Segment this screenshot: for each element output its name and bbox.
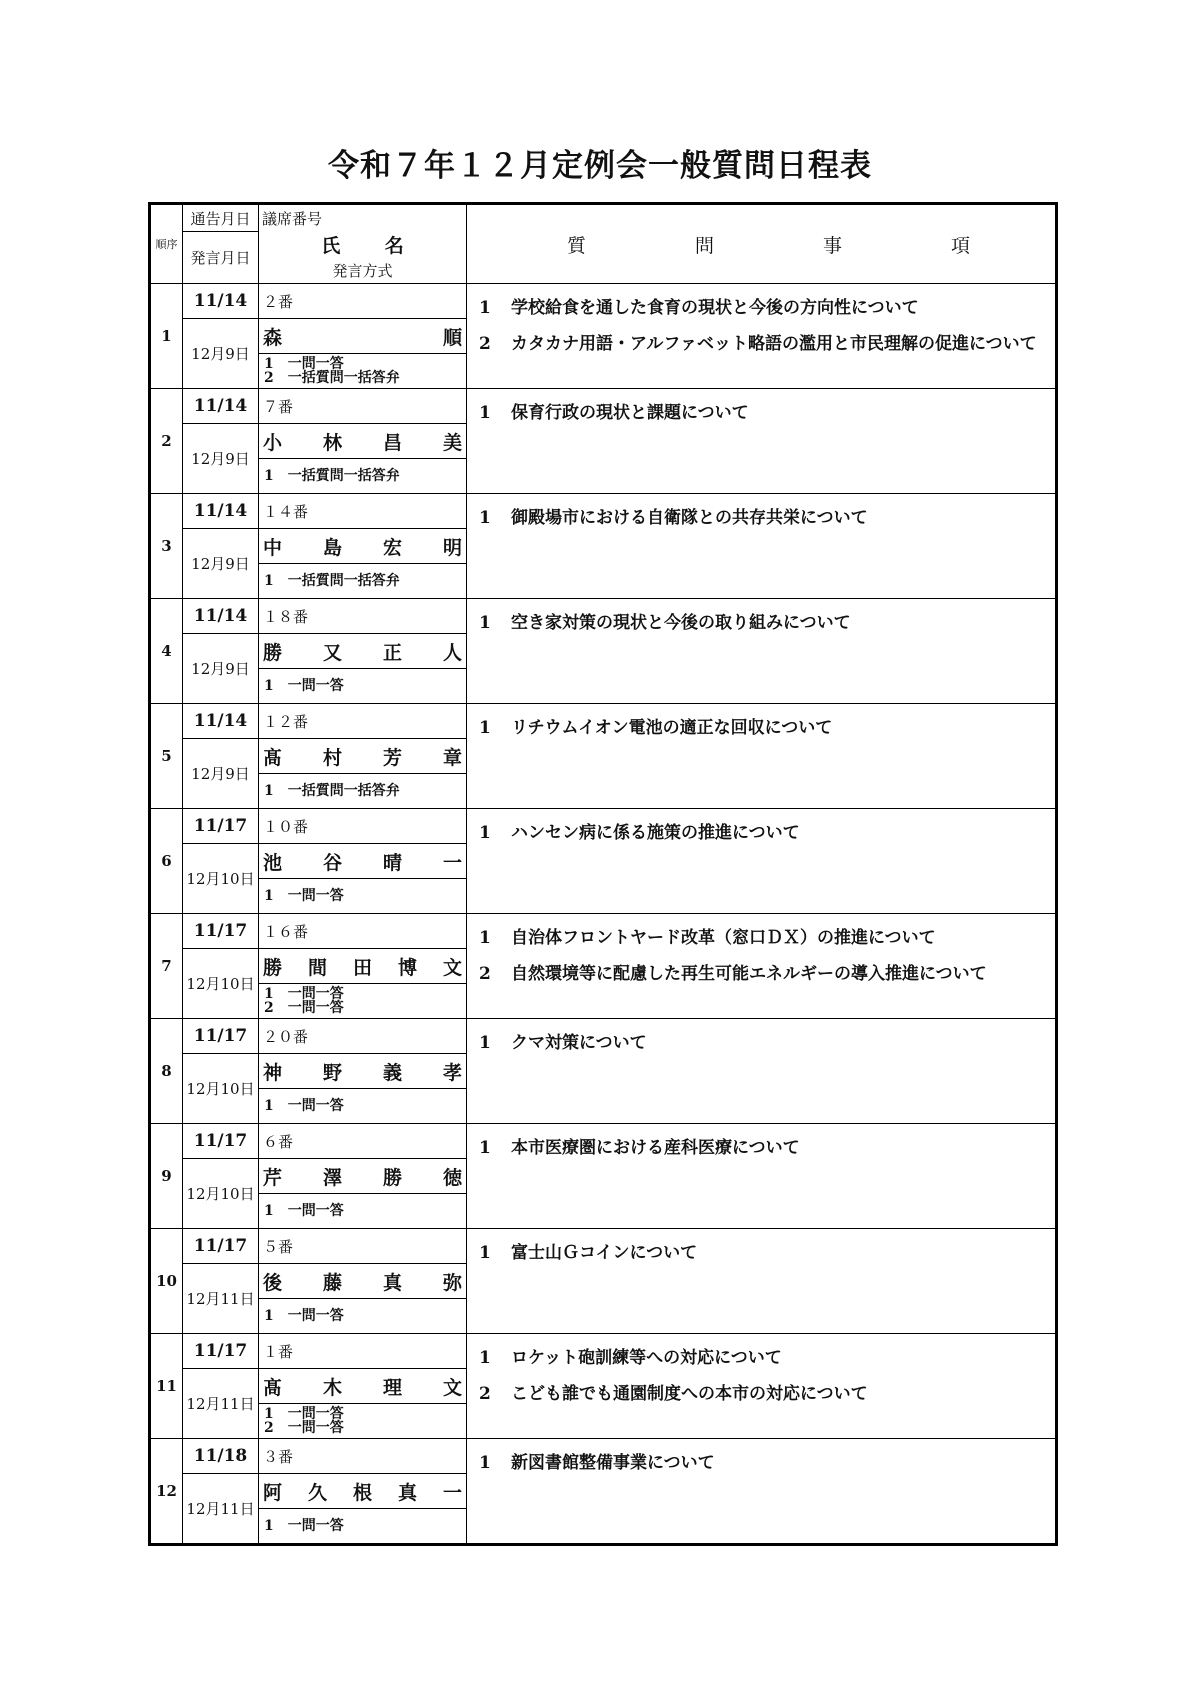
- speech-date: 12月11日: [183, 1369, 259, 1439]
- header-notice-date: 通告月日: [183, 204, 259, 232]
- seat-number: ２番: [259, 284, 467, 319]
- header-subject: [467, 204, 1057, 284]
- schedule-row: [150, 704, 1057, 739]
- seat-number: ６番: [259, 1124, 467, 1159]
- schedule-row: [150, 494, 1057, 529]
- method-item: 2 一括質問一括答弁: [264, 370, 400, 386]
- name-char: 順: [442, 326, 462, 349]
- header-subject-title: [467, 231, 1055, 258]
- topic-number: 1: [479, 298, 491, 318]
- schedule-row: [150, 809, 1057, 844]
- speech-date: 12月10日: [183, 1159, 259, 1229]
- name-char: 澤: [322, 1166, 342, 1189]
- speaker-name: [259, 1054, 467, 1089]
- speaker-name-chars: [263, 533, 462, 560]
- speaker-name-chars: [263, 1268, 462, 1295]
- speech-method: [259, 1509, 467, 1545]
- schedule-table: [148, 202, 1058, 1546]
- name-char: 根: [352, 1481, 372, 1504]
- name-char: 真: [382, 1271, 402, 1294]
- seat-number: ２０番: [259, 1019, 467, 1054]
- header-subject-char: 事: [822, 234, 842, 257]
- speaker-name: [259, 319, 467, 354]
- row-seq: 9: [150, 1124, 183, 1229]
- topic-item: [479, 1130, 1051, 1166]
- speaker-name: [259, 949, 467, 984]
- topic-item: [479, 1235, 1051, 1271]
- question-subjects: [467, 284, 1057, 389]
- schedule-row: [150, 599, 1057, 634]
- name-char: 芹: [263, 1166, 283, 1189]
- speaker-name: [259, 1264, 467, 1299]
- name-char: 徳: [442, 1166, 462, 1189]
- topic-text: 御殿場市における自衛隊との共存共栄について: [511, 508, 868, 528]
- header-subject-char: 質: [567, 234, 587, 257]
- question-subjects: [467, 1019, 1057, 1124]
- speech-date: 12月10日: [183, 949, 259, 1019]
- speaker-name-chars: [263, 638, 462, 665]
- speaker-name-chars: [263, 428, 462, 455]
- name-char: 博: [397, 956, 417, 979]
- header-name-char: 氏: [321, 235, 341, 257]
- header-speech-date: 発言月日: [183, 232, 259, 284]
- speaker-name-chars: [263, 1373, 462, 1400]
- speaker-name-chars: [263, 743, 462, 770]
- topic-text: ハンセン病に係る施策の推進について: [511, 823, 800, 843]
- name-char: 芳: [382, 746, 402, 769]
- notice-date: 11/17: [183, 1019, 259, 1054]
- method-item: 2 一問一答: [264, 1420, 344, 1436]
- topic-text: 空き家対策の現状と今後の取り組みについて: [511, 613, 851, 633]
- seat-number: ５番: [259, 1229, 467, 1264]
- question-subjects: [467, 809, 1057, 914]
- schedule-row: [150, 1229, 1057, 1264]
- speech-method: [259, 879, 467, 914]
- question-subjects: [467, 389, 1057, 494]
- name-char: 森: [263, 326, 283, 349]
- topic-text: 本市医療圏における産科医療について: [511, 1138, 800, 1158]
- notice-date: 11/17: [183, 1124, 259, 1159]
- speaker-name: [259, 529, 467, 564]
- name-char: 義: [382, 1061, 402, 1084]
- seat-number: １０番: [259, 809, 467, 844]
- name-char: 人: [442, 641, 462, 664]
- row-seq: 11: [150, 1334, 183, 1439]
- notice-date: 11/14: [183, 704, 259, 739]
- name-char: 小: [263, 431, 283, 454]
- schedule-row: [150, 1124, 1057, 1159]
- speech-date: 12月10日: [183, 1054, 259, 1124]
- question-subjects: [467, 1229, 1057, 1334]
- topic-item: [479, 920, 1051, 956]
- topic-text: 学校給食を通した食育の現状と今後の方向性について: [511, 298, 919, 318]
- topic-item: [479, 605, 1051, 641]
- topic-number: 1: [479, 1243, 491, 1263]
- topic-item: [479, 1340, 1051, 1376]
- topic-item: [479, 1445, 1051, 1481]
- seat-number: １６番: [259, 914, 467, 949]
- seat-number: １４番: [259, 494, 467, 529]
- notice-date: 11/17: [183, 914, 259, 949]
- topic-text: リチウムイオン電池の適正な回収について: [511, 718, 833, 738]
- name-char: 弥: [442, 1271, 462, 1294]
- name-char: 阿: [263, 1481, 283, 1504]
- speech-date: 12月11日: [183, 1264, 259, 1334]
- topic-number: 1: [479, 718, 491, 738]
- header-name-char: 名: [384, 235, 404, 257]
- row-seq: 3: [150, 494, 183, 599]
- header-seat: 議席番号: [262, 210, 323, 228]
- name-char: 村: [322, 746, 342, 769]
- speech-method: [259, 564, 467, 599]
- schedule-row: [150, 389, 1057, 424]
- notice-date: 11/14: [183, 599, 259, 634]
- notice-date: 11/17: [183, 1334, 259, 1369]
- header-subject-char: 項: [950, 234, 970, 257]
- topic-text: 自然環境等に配慮した再生可能エネルギーの導入推進について: [511, 964, 987, 984]
- row-seq: 2: [150, 389, 183, 494]
- notice-date: 11/14: [183, 284, 259, 319]
- topic-item: [479, 395, 1051, 431]
- speech-method: [259, 774, 467, 809]
- name-char: 後: [263, 1271, 283, 1294]
- method-item: 1 一問一答: [264, 1203, 344, 1219]
- speaker-name: [259, 739, 467, 774]
- topic-number: 2: [479, 964, 491, 984]
- topic-item: [479, 1025, 1051, 1061]
- name-char: 神: [263, 1061, 283, 1084]
- name-char: 明: [442, 536, 462, 559]
- name-char: 池: [263, 851, 283, 874]
- question-subjects: [467, 1334, 1057, 1439]
- question-subjects: [467, 1439, 1057, 1545]
- topic-text: 新図書館整備事業について: [511, 1453, 715, 1473]
- name-char: 勝: [263, 956, 283, 979]
- notice-date: 11/17: [183, 809, 259, 844]
- speech-method: [259, 1089, 467, 1124]
- seat-number: ３番: [259, 1439, 467, 1474]
- topic-item: [479, 290, 1051, 326]
- name-char: 文: [442, 956, 462, 979]
- topic-text: こども誰でも通園制度への本市の対応について: [511, 1384, 868, 1404]
- header-seq: 順序: [150, 204, 183, 284]
- method-item: 1 一括質問一括答弁: [264, 573, 400, 589]
- name-char: 勝: [263, 641, 283, 664]
- speaker-name: [259, 634, 467, 669]
- method-item: 1 一問一答: [264, 888, 344, 904]
- notice-date: 11/14: [183, 389, 259, 424]
- speech-date: 12月9日: [183, 529, 259, 599]
- name-char: 宏: [382, 536, 402, 559]
- speaker-name-chars: [263, 953, 462, 980]
- notice-date: 11/17: [183, 1229, 259, 1264]
- speaker-name-chars: [263, 323, 462, 350]
- seat-number: ７番: [259, 389, 467, 424]
- name-char: 林: [322, 431, 342, 454]
- name-char: 一: [442, 851, 462, 874]
- speech-method: [259, 354, 467, 389]
- speech-method: [259, 669, 467, 704]
- name-char: 真: [397, 1481, 417, 1504]
- question-subjects: [467, 704, 1057, 809]
- topic-item: [479, 500, 1051, 536]
- name-char: 昌: [382, 431, 402, 454]
- topic-number: 1: [479, 823, 491, 843]
- name-char: 久: [307, 1481, 327, 1504]
- topic-number: 1: [479, 1138, 491, 1158]
- seat-number: １８番: [259, 599, 467, 634]
- method-item: 2 一問一答: [264, 1000, 344, 1016]
- speech-method: [259, 1404, 467, 1439]
- seat-number: １２番: [259, 704, 467, 739]
- topic-item: [479, 956, 1051, 992]
- schedule-row: [150, 1019, 1057, 1054]
- notice-date: 11/14: [183, 494, 259, 529]
- notice-date: 11/18: [183, 1439, 259, 1474]
- topic-number: 1: [479, 613, 491, 633]
- topic-number: 1: [479, 928, 491, 948]
- speaker-name-chars: [263, 1478, 462, 1505]
- schedule-row: [150, 1439, 1057, 1474]
- topic-number: 2: [479, 1384, 491, 1404]
- topic-text: カタカナ用語・アルファベット略語の濫用と市民理解の促進について: [511, 334, 1037, 354]
- speech-date: 12月11日: [183, 1474, 259, 1545]
- name-char: 髙: [263, 1376, 283, 1399]
- method-item: 1 一括質問一括答弁: [264, 468, 400, 484]
- method-item: 1 一問一答: [264, 678, 344, 694]
- name-char: 正: [382, 641, 402, 664]
- topic-item: [479, 326, 1051, 362]
- name-char: 田: [352, 956, 372, 979]
- name-char: 谷: [322, 851, 342, 874]
- schedule-row: [150, 1334, 1057, 1369]
- name-char: 髙: [263, 746, 283, 769]
- name-char: 晴: [382, 851, 402, 874]
- schedule-row: [150, 914, 1057, 949]
- row-seq: 1: [150, 284, 183, 389]
- name-char: 文: [442, 1376, 462, 1399]
- speech-date: 12月9日: [183, 634, 259, 704]
- speaker-name-chars: [263, 1058, 462, 1085]
- speaker-name: [259, 1474, 467, 1509]
- speaker-name: [259, 424, 467, 459]
- question-subjects: [467, 599, 1057, 704]
- name-char: 野: [322, 1061, 342, 1084]
- speech-date: 12月9日: [183, 424, 259, 494]
- method-item: 1 一問一答: [264, 1098, 344, 1114]
- row-seq: 8: [150, 1019, 183, 1124]
- topic-number: 1: [479, 1453, 491, 1473]
- method-item: 1 一問一答: [264, 1406, 344, 1422]
- header-subject-char: 問: [694, 234, 714, 257]
- name-char: 木: [322, 1376, 342, 1399]
- topic-number: 1: [479, 1348, 491, 1368]
- method-item: 1 一問一答: [264, 1308, 344, 1324]
- topic-number: 2: [479, 334, 491, 354]
- topic-number: 1: [479, 1033, 491, 1053]
- row-seq: 6: [150, 809, 183, 914]
- speaker-name: [259, 1159, 467, 1194]
- header-speaker: [259, 204, 467, 284]
- row-seq: 5: [150, 704, 183, 809]
- speaker-name-chars: [263, 848, 462, 875]
- header-method: 発言方式: [332, 262, 393, 280]
- topic-item: [479, 815, 1051, 851]
- page-title: 令和７年１２月定例会一般質問日程表: [328, 148, 872, 184]
- speech-method: [259, 1194, 467, 1229]
- question-subjects: [467, 494, 1057, 599]
- seat-number: １番: [259, 1334, 467, 1369]
- name-char: 間: [307, 956, 327, 979]
- row-seq: 4: [150, 599, 183, 704]
- name-char: 中: [263, 536, 283, 559]
- speech-date: 12月9日: [183, 739, 259, 809]
- method-item: 1 一括質問一括答弁: [264, 783, 400, 799]
- topic-text: ロケット砲訓練等への対応について: [511, 1348, 782, 1368]
- name-char: 又: [322, 641, 342, 664]
- method-item: 1 一問一答: [264, 986, 344, 1002]
- speaker-name: [259, 1369, 467, 1404]
- row-seq: 12: [150, 1439, 183, 1545]
- topic-text: 富士山Ｇコインについて: [511, 1243, 698, 1263]
- topic-item: [479, 710, 1051, 746]
- speech-date: 12月10日: [183, 844, 259, 914]
- speech-method: [259, 459, 467, 494]
- method-item: 1 一問一答: [264, 356, 344, 372]
- question-subjects: [467, 1124, 1057, 1229]
- name-char: 島: [322, 536, 342, 559]
- question-subjects: [467, 914, 1057, 1019]
- name-char: 藤: [322, 1271, 342, 1294]
- schedule-row: [150, 284, 1057, 319]
- name-char: 勝: [382, 1166, 402, 1189]
- name-char: 理: [382, 1376, 402, 1399]
- topic-text: クマ対策について: [511, 1033, 647, 1053]
- name-char: 孝: [442, 1061, 462, 1084]
- speech-method: [259, 1299, 467, 1334]
- name-char: 一: [442, 1481, 462, 1504]
- header-row: [150, 204, 1057, 232]
- speech-date: 12月9日: [183, 319, 259, 389]
- topic-number: 1: [479, 403, 491, 423]
- method-item: 1 一問一答: [264, 1518, 344, 1534]
- topic-text: 自治体フロントヤード改革（窓口ＤＸ）の推進について: [511, 928, 936, 948]
- name-char: 美: [442, 431, 462, 454]
- row-seq: 10: [150, 1229, 183, 1334]
- topic-text: 保育行政の現状と課題について: [511, 403, 749, 423]
- row-seq: 7: [150, 914, 183, 1019]
- speaker-name-chars: [263, 1163, 462, 1190]
- name-char: 章: [442, 746, 462, 769]
- topic-item: [479, 1376, 1051, 1412]
- speaker-name: [259, 844, 467, 879]
- speech-method: [259, 984, 467, 1019]
- topic-number: 1: [479, 508, 491, 528]
- header-name: [259, 229, 466, 258]
